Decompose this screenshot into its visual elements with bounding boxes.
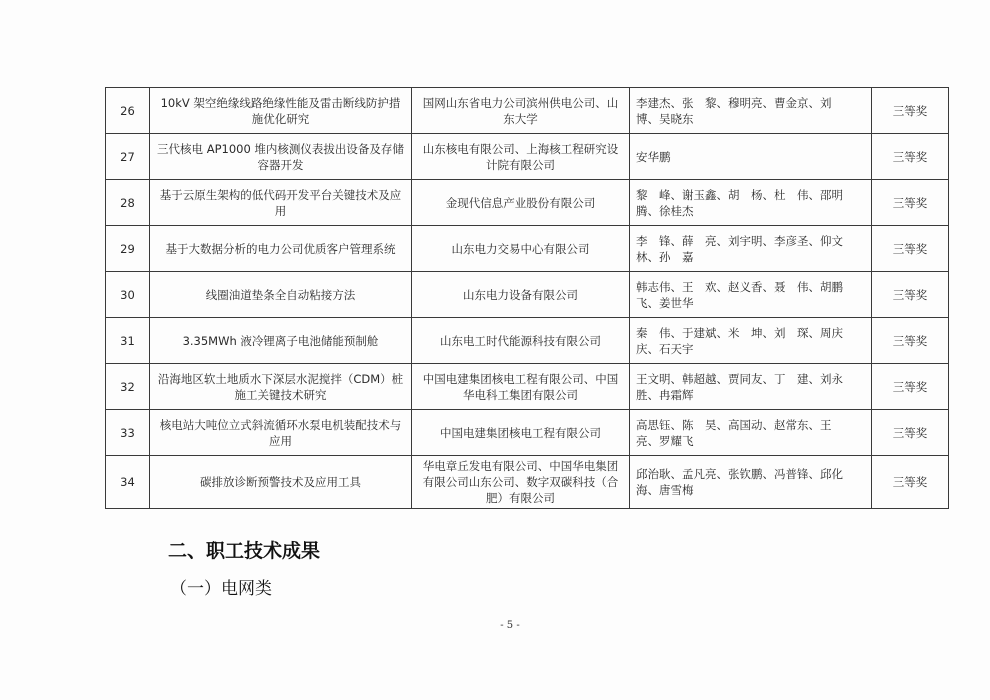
- completing-people: 李 锋、薛 亮、刘宇明、李彦圣、仰文林、孙 嘉: [630, 226, 872, 272]
- table-row: [106, 180, 949, 226]
- project-title: 沿海地区软土地质水下深层水泥搅拌（CDM）桩施工关键技术研究: [150, 364, 412, 410]
- project-title: 3.35MWh 液冷锂离子电池储能预制舱: [150, 318, 412, 364]
- row-number: 30: [106, 272, 150, 318]
- award-level: 三等奖: [872, 410, 949, 456]
- table-row: [106, 410, 949, 456]
- completing-unit: 山东电工时代能源科技有限公司: [412, 318, 630, 364]
- table-row: [106, 272, 949, 318]
- award-level: 三等奖: [872, 180, 949, 226]
- project-title: 基于云原生架构的低代码开发平台关键技术及应用: [150, 180, 412, 226]
- row-number: 27: [106, 134, 150, 180]
- table-row: [106, 318, 949, 364]
- award-level: 三等奖: [872, 134, 949, 180]
- award-level: 三等奖: [872, 272, 949, 318]
- completing-unit: 金现代信息产业股份有限公司: [412, 180, 630, 226]
- row-number: 34: [106, 456, 150, 509]
- project-title: 10kV 架空绝缘线路绝缘性能及雷击断线防护措施优化研究: [150, 88, 412, 134]
- row-number: 26: [106, 88, 150, 134]
- page-number: - 5 -: [500, 620, 520, 631]
- subsection-heading: （一）电网类: [170, 579, 272, 599]
- row-number: 33: [106, 410, 150, 456]
- award-level: 三等奖: [872, 318, 949, 364]
- completing-people: 安华鹏: [630, 134, 872, 180]
- table-row: [106, 88, 949, 134]
- project-title: 碳排放诊断预警技术及应用工具: [150, 456, 412, 509]
- row-number: 32: [106, 364, 150, 410]
- table-row: [106, 226, 949, 272]
- section-heading: 二、职工技术成果: [168, 540, 321, 562]
- award-level: 三等奖: [872, 456, 949, 509]
- completing-unit: 山东核电有限公司、上海核工程研究设计院有限公司: [412, 134, 630, 180]
- completing-people: 韩志伟、王 欢、赵义香、聂 伟、胡鹏飞、姜世华: [630, 272, 872, 318]
- completing-people: 李建杰、张 黎、穆明亮、曹金京、刘 博、吴晓东: [630, 88, 872, 134]
- row-number: 31: [106, 318, 150, 364]
- completing-people: 邱治耿、孟凡亮、张钦鹏、冯普锋、邱化海、唐雪梅: [630, 456, 872, 509]
- row-number: 28: [106, 180, 150, 226]
- award-level: 三等奖: [872, 364, 949, 410]
- project-title: 核电站大吨位立式斜流循环水泵电机装配技术与应用: [150, 410, 412, 456]
- completing-people: 秦 伟、于建斌、米 坤、刘 琛、周庆庆、石天宇: [630, 318, 872, 364]
- completing-unit: 华电章丘发电有限公司、中国华电集团有限公司山东公司、数字双碳科技（合肥）有限公司: [412, 456, 630, 509]
- table-row: [106, 134, 949, 180]
- awards-table-body: [106, 88, 949, 509]
- awards-table: [105, 87, 949, 509]
- table-row: [106, 364, 949, 410]
- completing-people: 黎 峰、谢玉鑫、胡 杨、杜 伟、邵明腾、徐桂杰: [630, 180, 872, 226]
- award-level: 三等奖: [872, 88, 949, 134]
- completing-unit: 山东电力交易中心有限公司: [412, 226, 630, 272]
- completing-people: 王文明、韩超越、贾同友、丁 建、刘永胜、冉霜辉: [630, 364, 872, 410]
- row-number: 29: [106, 226, 150, 272]
- completing-unit: 国网山东省电力公司滨州供电公司、山东大学: [412, 88, 630, 134]
- project-title: 线圈油道垫条全自动粘接方法: [150, 272, 412, 318]
- project-title: 三代核电 AP1000 堆内核测仪表拔出设备及存储容器开发: [150, 134, 412, 180]
- completing-people: 高思钰、陈 昊、高国动、赵常东、王 亮、罗耀飞: [630, 410, 872, 456]
- completing-unit: 中国电建集团核电工程有限公司: [412, 410, 630, 456]
- project-title: 基于大数据分析的电力公司优质客户管理系统: [150, 226, 412, 272]
- completing-unit: 山东电力设备有限公司: [412, 272, 630, 318]
- award-level: 三等奖: [872, 226, 949, 272]
- completing-unit: 中国电建集团核电工程有限公司、中国华电科工集团有限公司: [412, 364, 630, 410]
- table-row: [106, 456, 949, 509]
